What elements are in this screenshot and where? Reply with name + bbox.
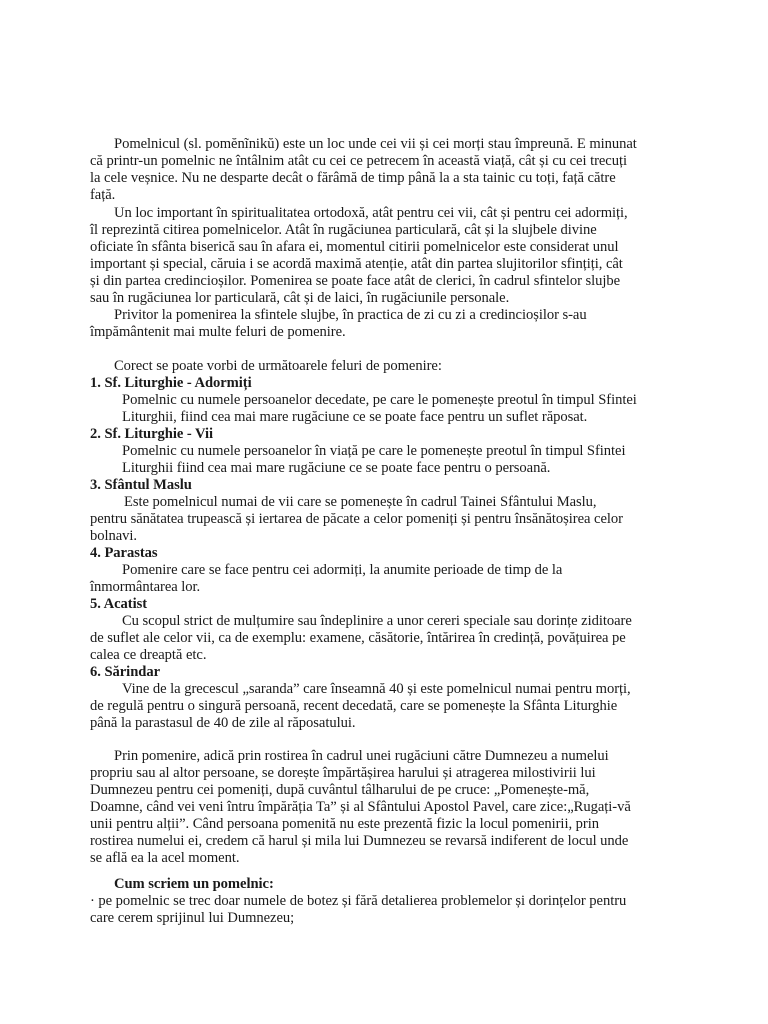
paragraph-line: se află ea la acel moment. [90,850,240,866]
paragraph-line: împământenit mai multe feluri de pomenire. [90,324,346,340]
section-heading: 2. Sf. Liturghie - Vii [90,426,213,442]
paragraph-line: înmormântarea lor. [90,579,201,595]
paragraph-line: până la parastasul de 40 de zile al răposatului. [90,715,356,731]
paragraph-line: Este pomelnicul numai de vii care se pomenește în cadrul Tainei Sfântului Maslu, [124,494,597,510]
paragraph-line: sau în rugăciunea lor particulară, cât și de laici, în rugăciunile personale. [90,290,510,306]
paragraph-line: calea ce dreaptă etc. [90,647,207,663]
section-heading: 1. Sf. Liturghie - Adormiți [90,375,252,391]
paragraph-line: rostirea numelui ei, credem că harul și mila lui Dumnezeu se revarsă indiferent de locul unde [90,833,629,849]
section-heading: Cum scriem un pomelnic: [114,876,274,892]
paragraph-line: îl reprezintă citirea pomelnicelor. Atât în rugăciunea particulară, cât și la slujbele divine [90,222,597,238]
paragraph-line: bolnavi. [90,528,138,544]
paragraph-line: de regulă pentru o singură persoană, recent decedată, care se pomenește la Sfânta Liturghie [90,698,618,714]
paragraph-line: Un loc important în spiritualitatea ortodoxă, atât pentru cei vii, cât și pentru cei adormiți, [114,205,628,221]
paragraph-line: pentru sănătatea trupească și iertarea de păcate a celor pomeniți și pentru însănătoșirea celor [90,511,623,527]
paragraph-line: că printr-un pomelnic ne întâlnim atât cu cei ce petrecem în această viață, cât și cu cei trecuți [90,153,627,169]
paragraph-line: Liturghii, fiind cea mai mare rugăciune ce se poate face pentru un suflet răposat. [122,409,588,425]
paragraph-line: Pomelnic cu numele persoanelor decedate, pe care le pomenește preotul în timpul Sfintei [122,392,637,408]
paragraph-line: Pomelnic cu numele persoanelor în viață pe care le pomenește preotul în timpul Sfintei [122,443,626,459]
paragraph-line: unii pentru alții”. Când persoana pomenită nu este prezentă fizic la locul pomenirii, prin [90,816,599,832]
paragraph-line: Vine de la grecescul „saranda” care înseamnă 40 și este pomelnicul numai pentru morți, [122,681,631,697]
paragraph-line: Pomenire care se face pentru cei adormiți, la anumite perioade de timp de la [122,562,563,578]
paragraph-line: Dumnezeu pentru cei pomeniți, după cuvântul tâlharului de pe cruce: „Pomenește-mă, [90,782,590,798]
paragraph-line: Prin pomenire, adică prin rostirea în cadrul unei rugăciuni către Dumnezeu a numelui [114,748,609,764]
paragraph-line: la cele veșnice. Nu ne desparte decât o fărâmă de timp până la a sta tainic cu toți, față către [90,170,616,186]
bullet-item-continuation: care cerem sprijinul lui Dumnezeu; [90,910,295,926]
section-heading: 3. Sfântul Maslu [90,477,192,493]
paragraph-line: oficiate în sfânta biserică sau în afara ei, momentul citirii pomelnicelor este considerat unul [90,239,619,255]
bullet-item: · pe pomelnic se trec doar numele de botez și fără detalierea problemelor și dorințelor pentru [90,893,627,909]
paragraph-line: Pomelnicul (sl. pomĕnĩnikŭ) este un loc unde cei vii și cei morți stau împreună. E minunat [114,136,637,152]
paragraph-line: Privitor la pomenirea la sfintele slujbe, în practica de zi cu zi a credincioșilor s-au [114,307,587,323]
section-heading: 4. Parastas [90,545,158,561]
paragraph-line: și din partea credincioșilor. Pomenirea se poate face atât de clerici, în cadrul sfintelor slujbe [90,273,621,289]
paragraph-line: Corect se poate vorbi de următoarele feluri de pomenire: [114,358,442,374]
section-heading: 5. Acatist [90,596,148,612]
paragraph-line: Cu scopul strict de mulțumire sau îndeplinire a unor cereri speciale sau dorințe ziditoare [122,613,632,629]
section-heading: 6. Sărindar [90,664,160,680]
paragraph-line: propriu sau al altor persoane, se dorește împărtășirea harului și atragerea milostivirii lui [90,765,596,781]
paragraph-line: de suflet ale celor vii, ca de exemplu: examene, căsătorie, întărirea în credință, povățuirea pe [90,630,626,646]
paragraph-line: important și special, căruia i se acordă maximă atenție, atât din partea slujitorilor sfințiți, cât [90,256,623,272]
paragraph-line: Doamne, când vei veni întru împărăția Ta” și al Sfântului Apostol Pavel, care zice:„Rugați-vă [90,799,631,815]
paragraph-line: Liturghii fiind cea mai mare rugăciune ce se poate face pentru o persoană. [122,460,551,476]
paragraph-line: față. [90,187,116,203]
